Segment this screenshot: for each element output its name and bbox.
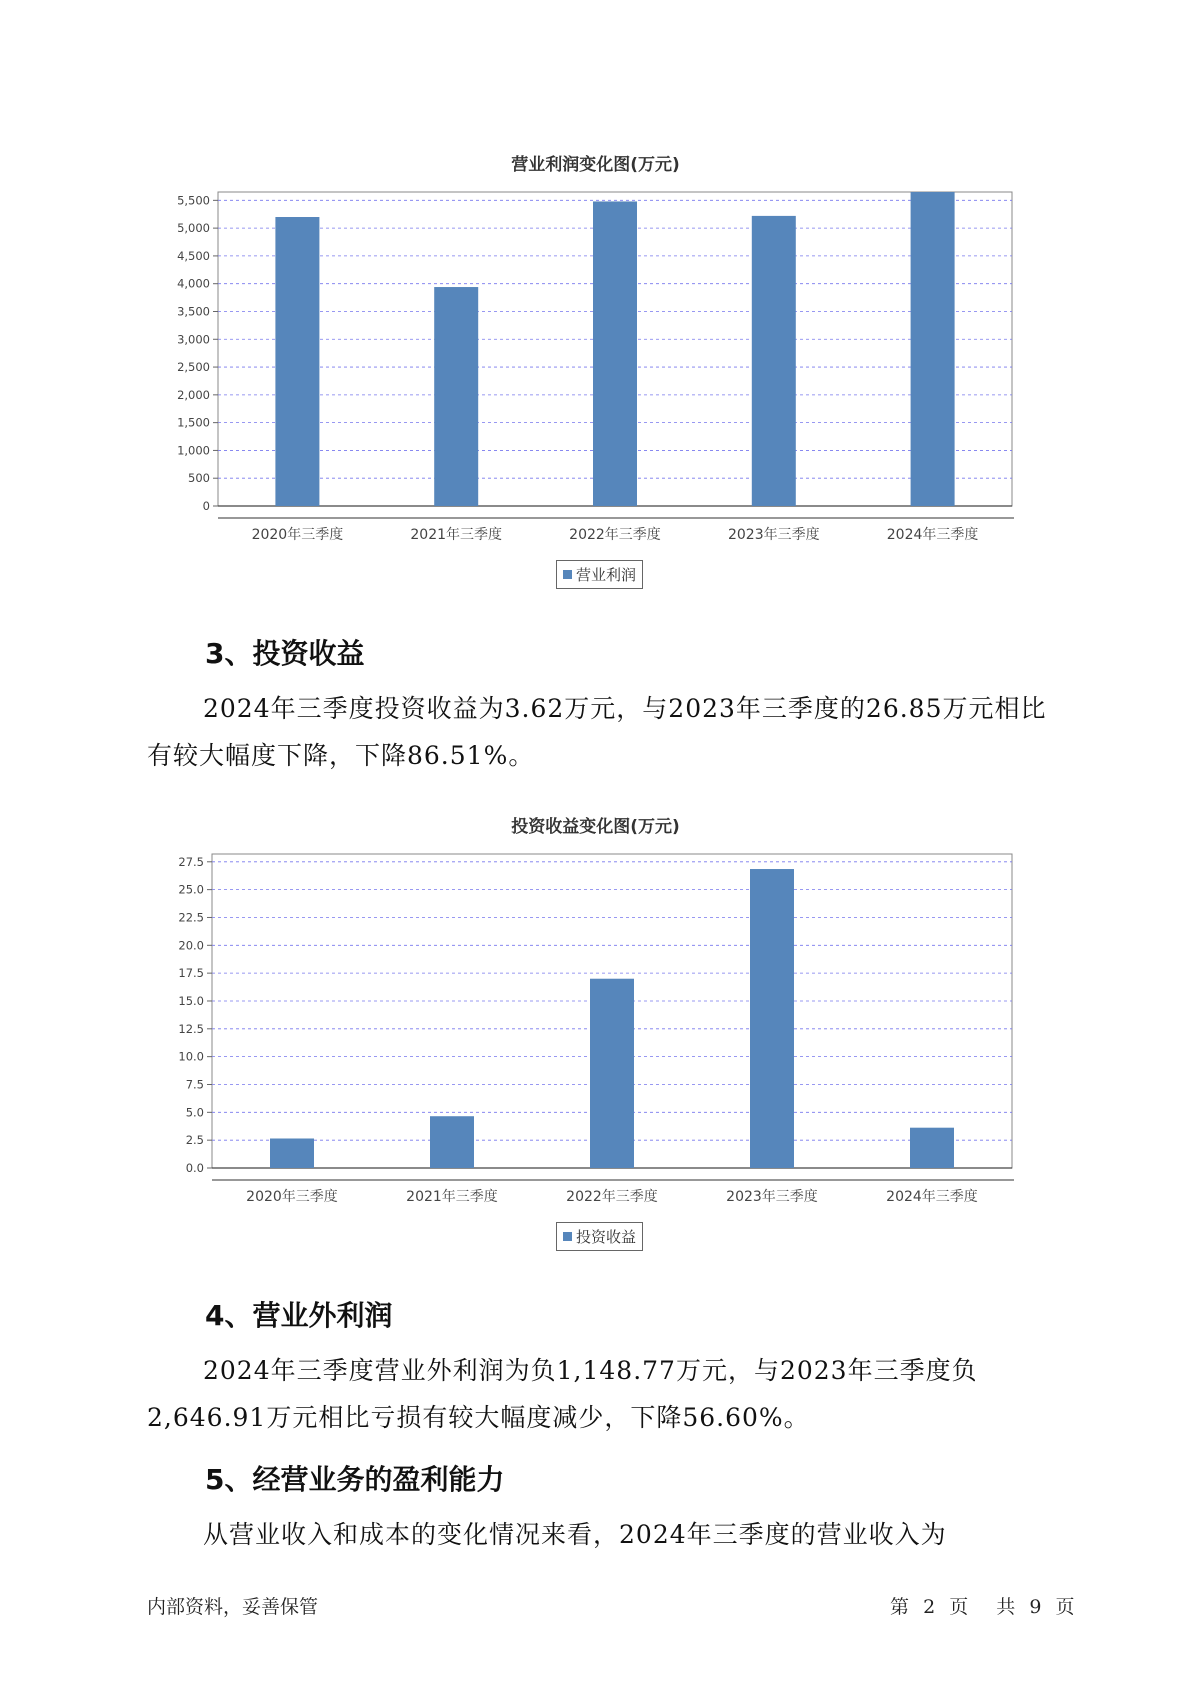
section4-paragraph: 2024年三季度营业外利润为负1,148.77万元，与2023年三季度负2,646.91万元相比亏损有较大幅度减少，下降56.60%。 (147, 1356, 978, 1432)
y-tick-label: 1,500 (177, 415, 210, 430)
category-label: 2022年三季度 (566, 1189, 658, 1205)
chart2-legend-label: 投资收益 (576, 1228, 637, 1246)
section4-heading: 4、营业外利润 (205, 1299, 393, 1332)
category-label: 2021年三季度 (406, 1189, 498, 1205)
y-tick-label: 500 (188, 471, 210, 486)
footer-total-label-pre: 共 (996, 1596, 1016, 1618)
bar (270, 1138, 314, 1168)
y-tick-label: 2.5 (185, 1133, 204, 1148)
y-tick-label: 1,000 (177, 443, 210, 458)
y-tick-label: 4,500 (177, 248, 210, 263)
category-label: 2020年三季度 (251, 527, 344, 543)
footer-page-indicator (890, 1592, 1074, 1619)
category-label: 2024年三季度 (886, 527, 979, 543)
y-tick-label: 22.5 (178, 910, 204, 925)
bar (593, 201, 637, 506)
y-tick-label: 17.5 (178, 966, 204, 981)
y-tick-label: 5.0 (185, 1105, 204, 1120)
section5-heading: 5、经营业务的盈利能力 (205, 1463, 505, 1496)
bar (910, 1128, 954, 1168)
bar (590, 979, 634, 1168)
bar (430, 1116, 474, 1168)
y-tick-label: 15.0 (178, 993, 204, 1008)
chart1-legend-label: 营业利润 (576, 566, 637, 584)
category-label: 2021年三季度 (410, 527, 503, 543)
y-tick-label: 27.5 (178, 854, 204, 869)
footer-page-label-pre: 第 (890, 1596, 910, 1618)
y-tick-label: 5,000 (177, 221, 210, 236)
chart2 (0, 842, 1191, 1222)
section3-heading: 3、投资收益 (205, 637, 365, 670)
y-tick-label: 12.5 (178, 1021, 204, 1036)
y-tick-label: 3,500 (177, 304, 210, 319)
y-tick-label: 3,000 (177, 332, 210, 347)
section5-paragraph: 从营业收入和成本的变化情况来看，2024年三季度的营业收入为 (203, 1520, 947, 1549)
y-tick-label: 25.0 (178, 882, 204, 897)
legend-swatch-icon (563, 570, 572, 579)
chart1 (0, 180, 1191, 560)
y-tick-label: 7.5 (185, 1077, 204, 1092)
footer-total-pages: 9 (1029, 1596, 1042, 1618)
footer-page-number: 2 (923, 1596, 936, 1618)
y-tick-label: 20.0 (178, 938, 204, 953)
bar (911, 192, 955, 506)
bar (750, 869, 794, 1168)
bar (275, 217, 319, 506)
category-label: 2023年三季度 (727, 527, 820, 543)
category-label: 2024年三季度 (886, 1189, 978, 1205)
footer-confidential-note: 内部资料，妥善保管 (147, 1596, 319, 1618)
y-tick-label: 4,000 (177, 276, 210, 291)
category-label: 2023年三季度 (726, 1189, 818, 1205)
bar (752, 216, 796, 506)
bar (434, 287, 478, 506)
y-tick-label: 5,500 (177, 193, 210, 208)
chart2-title: 投资收益变化图(万元) (511, 817, 680, 837)
chart2-legend (556, 1222, 643, 1251)
category-label: 2020年三季度 (246, 1189, 338, 1205)
category-label: 2022年三季度 (569, 527, 661, 543)
footer-page-label-post: 页 (949, 1596, 969, 1618)
y-tick-label: 2,000 (177, 387, 210, 402)
chart1-legend (556, 560, 643, 589)
footer-total-label-post: 页 (1055, 1596, 1075, 1618)
legend-swatch-icon (563, 1232, 572, 1241)
y-tick-label: 0 (202, 499, 210, 513)
y-tick-label: 10.0 (178, 1049, 204, 1064)
y-tick-label: 0.0 (185, 1161, 204, 1175)
y-tick-label: 2,500 (177, 360, 210, 375)
section3-paragraph: 2024年三季度投资收益为3.62万元，与2023年三季度的26.85万元相比有较大幅度下降，下降86.51%。 (147, 694, 1047, 770)
chart1-title: 营业利润变化图(万元) (511, 155, 680, 175)
